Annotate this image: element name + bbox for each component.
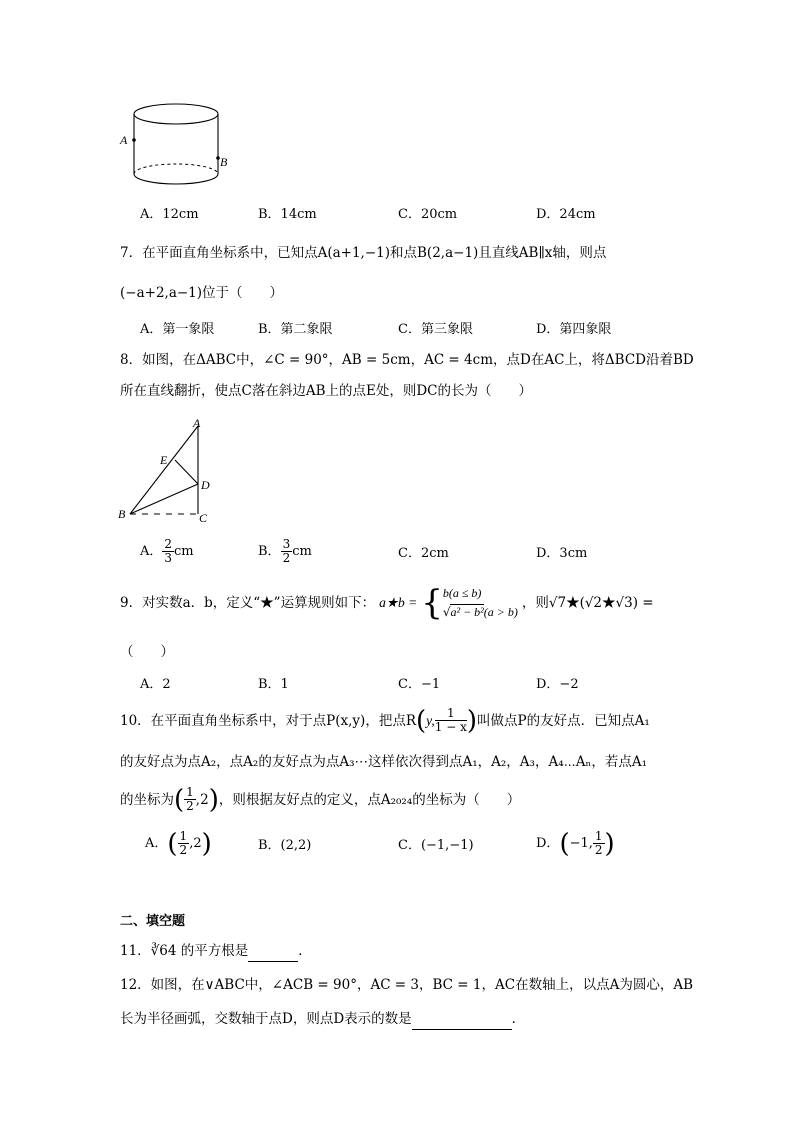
cylinder-figure [112,98,237,190]
q12-stem-line2 [120,1009,525,1030]
q10-option-b: B．(2,2) [258,838,312,853]
fraction-numerator: 1 [179,829,188,843]
q9-case-2 [443,603,518,622]
vertex-c-label: C [199,511,208,525]
q9-option-b: B．1 [258,677,289,692]
left-paren: ( [559,828,570,859]
q10-stem-line3 [120,786,520,813]
q10-line3-end: ，则根据友好点的定义，点A₂₀₂₄的坐标为（ ） [218,791,521,808]
q10-line1-start: 10．在平面直角坐标系中，对于点P(x,y)，把点R [120,712,416,729]
left-paren: ( [416,705,427,736]
fraction-denominator: 2 [179,843,188,857]
unit: cm [174,544,194,559]
fraction [593,830,605,857]
fraction-denominator: 2 [186,799,194,813]
q9-case-2-radicand: a² − b² [450,605,484,619]
vertex-a-label: A [193,416,201,430]
fraction-denominator: 1 − x [434,720,467,734]
q10-y-coordinate: y, [426,712,435,728]
fraction [435,707,467,734]
left-paren: ( [167,828,178,859]
segment-bd [130,484,198,514]
q8-option-b [258,538,312,565]
q6-option-a: A．12cm [140,207,199,222]
q8-option-d: D．3cm [536,546,588,561]
fraction-numerator: 1 [186,785,194,799]
q12-period: ． [511,1011,526,1027]
q7-option-d: D．第四象限 [536,322,612,337]
q7-option-b: B．第二象限 [258,322,333,337]
q9-stem [120,584,654,622]
q10-option-a [145,830,212,857]
vertex-b-label: B [118,507,126,521]
q10-stem-line1 [120,707,650,734]
fraction [162,538,174,565]
q10-coordinate-rest: ,2 [195,791,209,808]
q9-option-d: D．−2 [536,677,579,692]
q11-stem [120,941,312,962]
q10-line1-end: 叫做点P的友好点．已知点A₁ [477,712,650,729]
cylinder-bottom-back-dashed [134,164,218,174]
triangle-figure [112,412,222,527]
q11-period: ． [298,943,312,959]
point-d-label: D [201,478,210,492]
q10-line3-start: 的坐标为 [120,791,174,808]
q9-brace: { [421,583,443,623]
point-a-dot [132,138,136,142]
coordinate-lead: −1, [569,835,593,851]
cylinder-top-ellipse [134,104,218,124]
q8-option-b-prefix: B． [258,544,281,559]
q9-question: ，则√7★(√2★√3) = [521,595,654,611]
fraction-denominator: 2 [594,843,603,857]
fraction-numerator: 3 [282,537,291,551]
fraction-denominator: 3 [164,551,173,565]
q7-option-a: A．第一象限 [140,322,215,337]
q7-stem-line1: 7．在平面直角坐标系中，已知点A(a+1,−1)和点B(2,a−1)且直线AB∥x轴，则点 [120,245,607,261]
q11-text: 11．∛64 的平方根是 [120,943,249,959]
q8-option-a [140,538,194,565]
q7-stem-line2: (−a+2,a−1)位于（ ） [120,285,284,301]
option-prefix: A． [145,835,168,851]
q10-stem-line2: 的友好点为点A₂，点A₂的友好点为点A₃⋯这样依次得到点A₁，A₂，A₃，A₄⋯Aₙ，若点A₁ [120,754,648,770]
q6-option-b: B．14cm [258,207,317,222]
right-paren: ) [201,828,212,859]
right-paren: ) [208,784,219,815]
right-paren: ) [466,705,478,736]
q9-definition-lhs: a★b = [379,595,418,610]
q10-option-c: C．(−1,−1) [398,838,474,853]
unit: cm [292,544,312,559]
fraction-numerator: 2 [164,537,173,551]
q12-text: 长为半径画弧，交数轴于点D，则点D表示的数是 [120,1011,412,1027]
q9-option-c: C．−1 [398,677,441,692]
coordinate-rest: ,2 [189,835,202,851]
q6-option-d: D．24cm [536,207,596,222]
q8-option-a-prefix: A． [140,544,163,559]
left-paren: ( [174,784,185,815]
section-heading: 二、填空题 [120,914,186,929]
q9-case-1: b(a ≤ b) [442,586,482,600]
q9-option-a: A．2 [140,677,171,692]
q12-stem-line1: 12．如图，在∨ABC中，∠ACB = 90°，AC = 3，BC = 1，AC在数轴上，以点A为圆心，AB [120,977,693,993]
right-paren: ) [604,828,615,859]
fraction [281,538,293,565]
q12-answer-blank[interactable] [412,1009,512,1030]
fraction [178,830,190,857]
option-prefix: D． [536,835,560,851]
q11-answer-blank[interactable] [248,941,298,962]
point-b-label: B [220,155,228,169]
q9-answer-paren: （ ） [120,644,174,660]
q8-stem-line2: 所在直线翻折，使点C落在斜边AB上的点E处，则DC的长为（ ） [120,383,533,399]
side-ab [130,426,198,514]
fraction-numerator: 1 [594,829,603,843]
fraction [184,786,196,813]
q9-case-2-condition: (a > b) [483,605,518,619]
fraction-denominator: 2 [282,551,291,565]
q9-cases [443,584,518,622]
q9-intro: 9．对实数a．b，定义“★”运算规则如下： [120,595,376,611]
q6-option-c: C．20cm [398,207,458,222]
q10-option-d [536,830,615,857]
point-e-label: E [160,453,168,467]
cylinder-bottom-front [134,174,218,184]
segment-ed [175,460,198,484]
q8-stem-line1: 8．如图，在ΔABC中，∠C = 90°，AB = 5cm，AC = 4cm，点D在AC上，将ΔBCD沿着BD [120,352,694,368]
q7-option-c: C．第三象限 [398,322,473,337]
point-a-label: A [120,133,128,147]
fraction-numerator: 1 [435,707,467,721]
sqrt-symbol: √ [442,605,451,619]
q8-option-c: C．2cm [398,546,449,561]
